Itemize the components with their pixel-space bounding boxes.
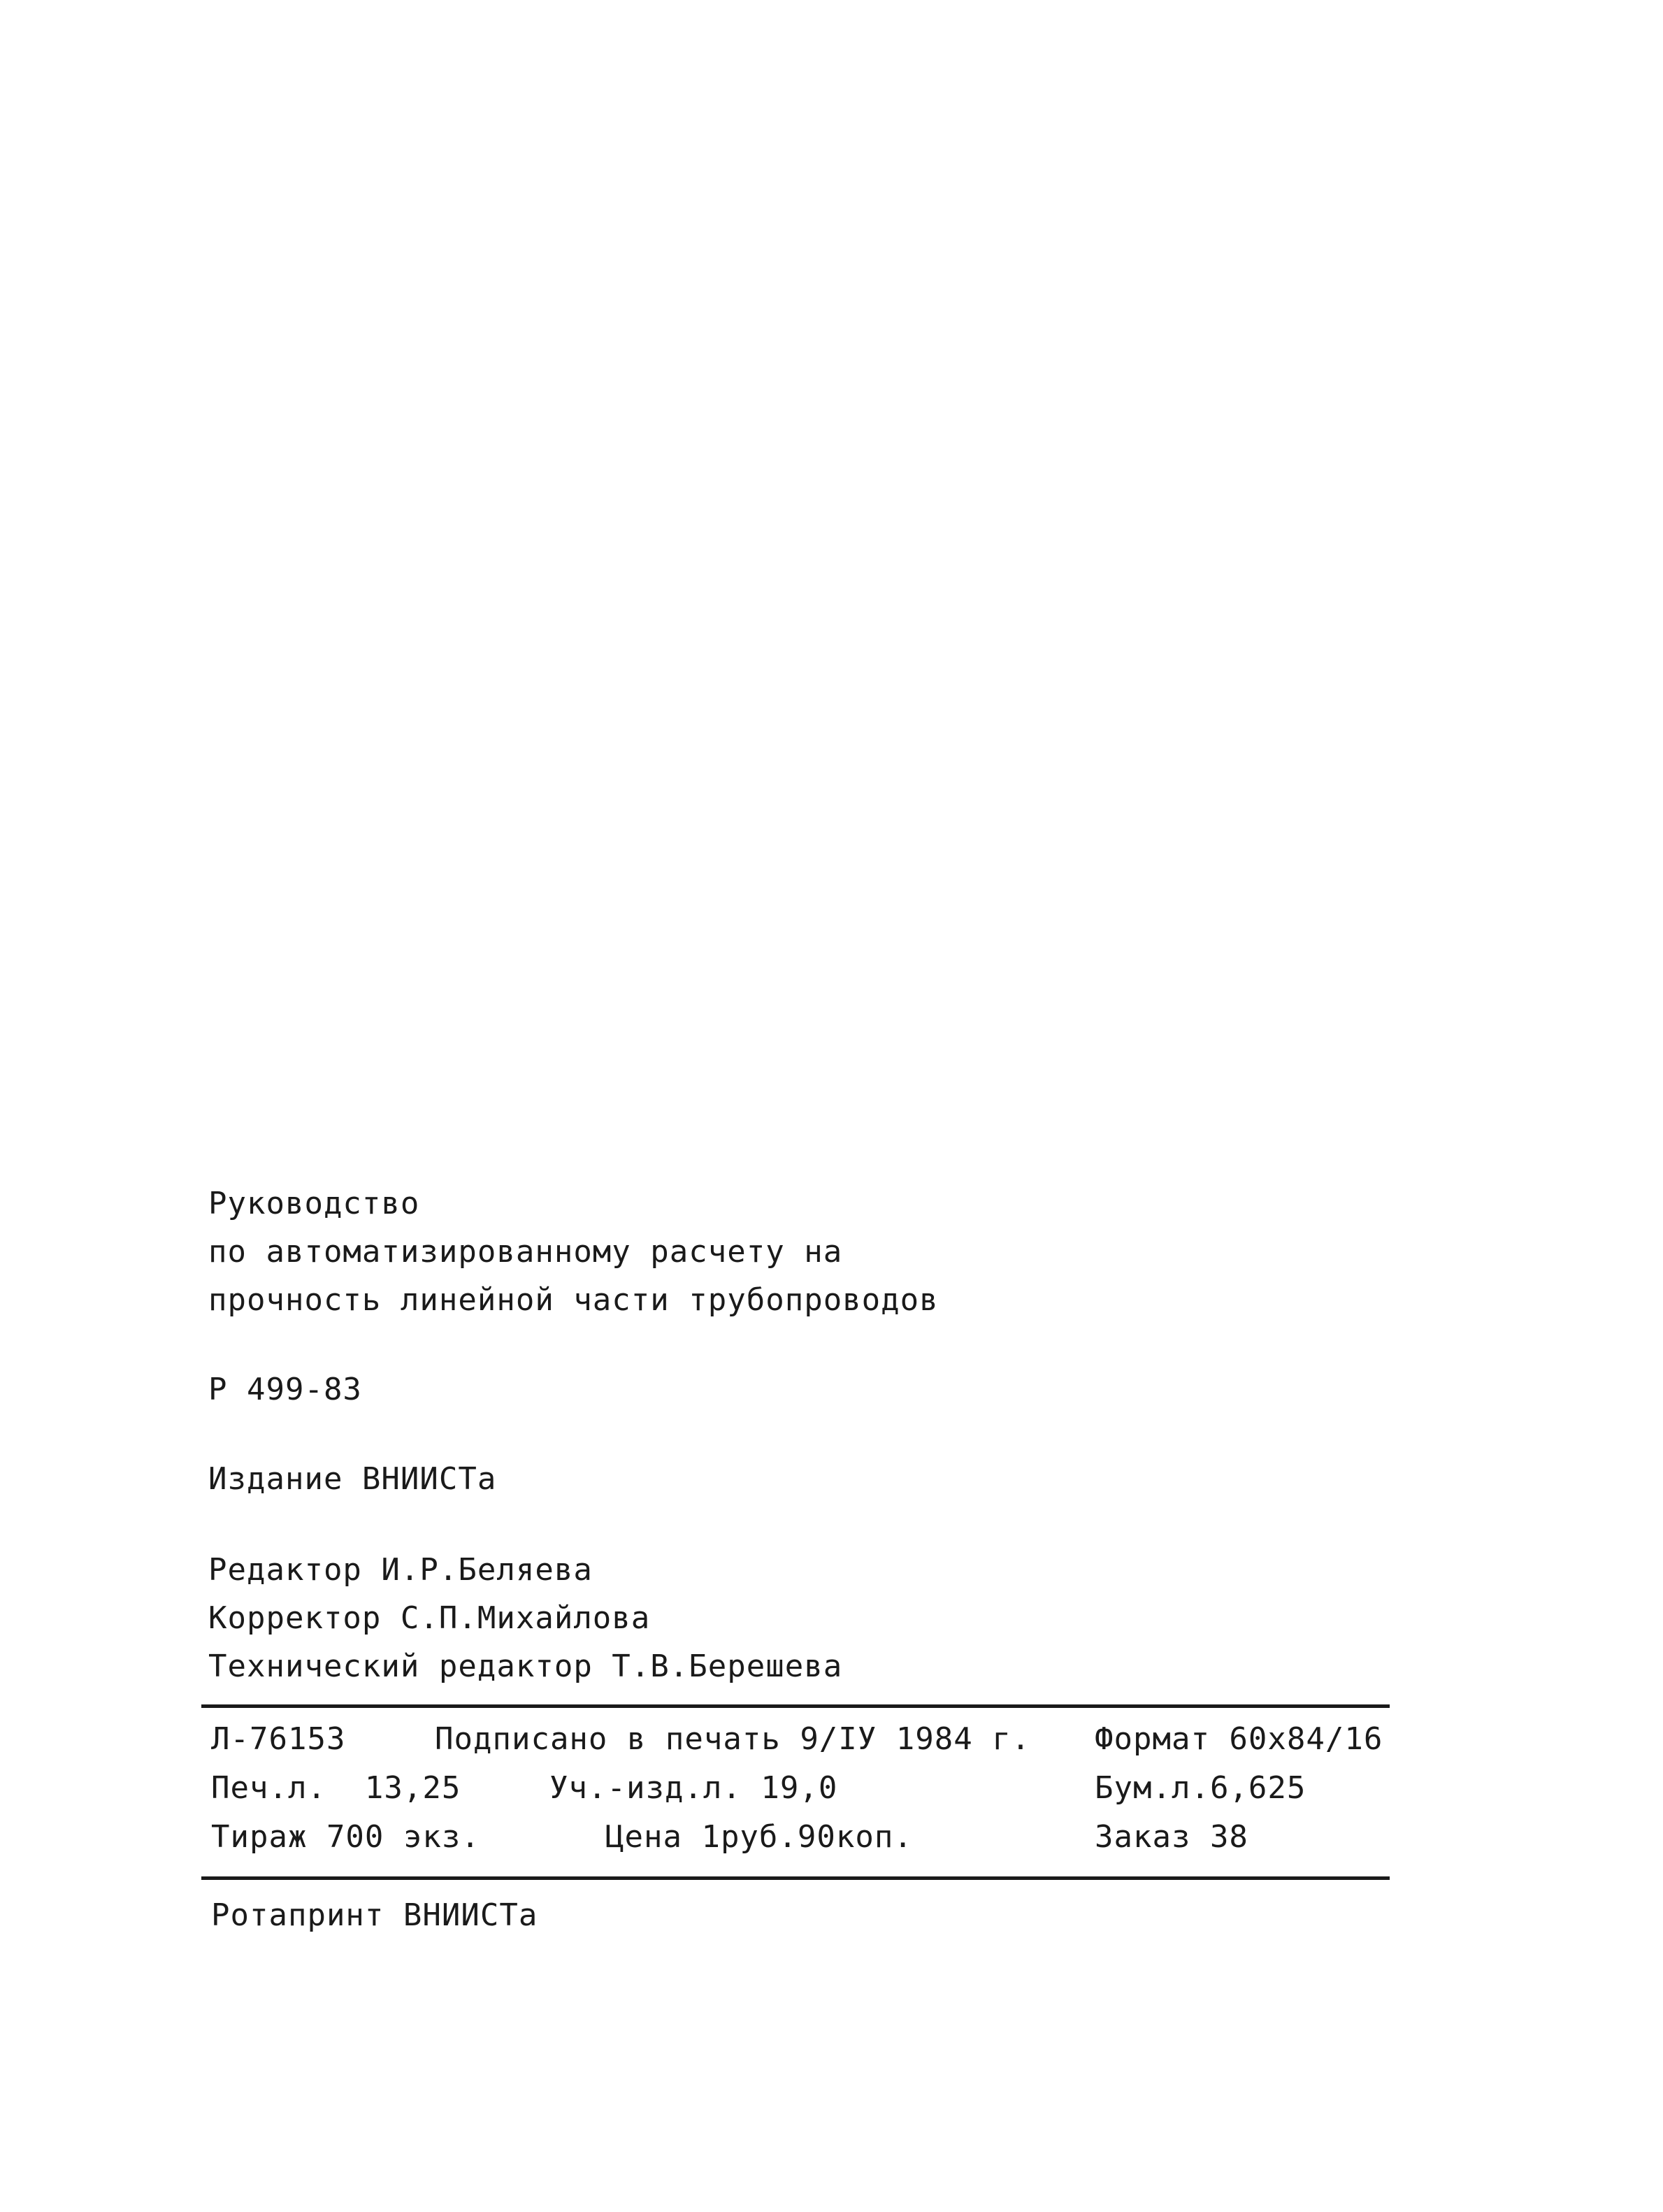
publisher-sheets: Уч.-изд.л. 19,0 (549, 1770, 838, 1806)
paper-format: Формат 60х84/16 (1095, 1721, 1383, 1757)
bottom-rule (201, 1876, 1390, 1880)
title-line-1: Руководство (208, 1186, 420, 1221)
tech-editor-line: Технический редактор Т.В.Берешева (208, 1649, 843, 1684)
license-number: Л-76153 (211, 1721, 346, 1757)
signed-date: Подписано в печать 9/IУ 1984 г. (435, 1721, 1031, 1757)
edition-line: Издание ВНИИСТа (208, 1461, 497, 1497)
document-code: Р 499-83 (208, 1372, 362, 1407)
title-line-3: прочность линейной части трубопроводов (208, 1282, 939, 1318)
print-run: Тираж 700 экз. (211, 1819, 480, 1855)
paper-sheets: Бум.л.6,625 (1095, 1770, 1306, 1806)
corrector-line: Корректор С.П.Михайлова (208, 1600, 651, 1636)
print-sheets: Печ.л. 13,25 (211, 1770, 461, 1806)
top-rule (201, 1704, 1390, 1708)
order-number: Заказ 38 (1095, 1819, 1248, 1855)
editor-line: Редактор И.Р.Беляева (208, 1552, 593, 1588)
price: Цена 1руб.90коп. (605, 1819, 913, 1855)
title-line-2: по автоматизированному расчету на (208, 1234, 843, 1270)
printer-line: Ротапринт ВНИИСТа (211, 1897, 538, 1933)
